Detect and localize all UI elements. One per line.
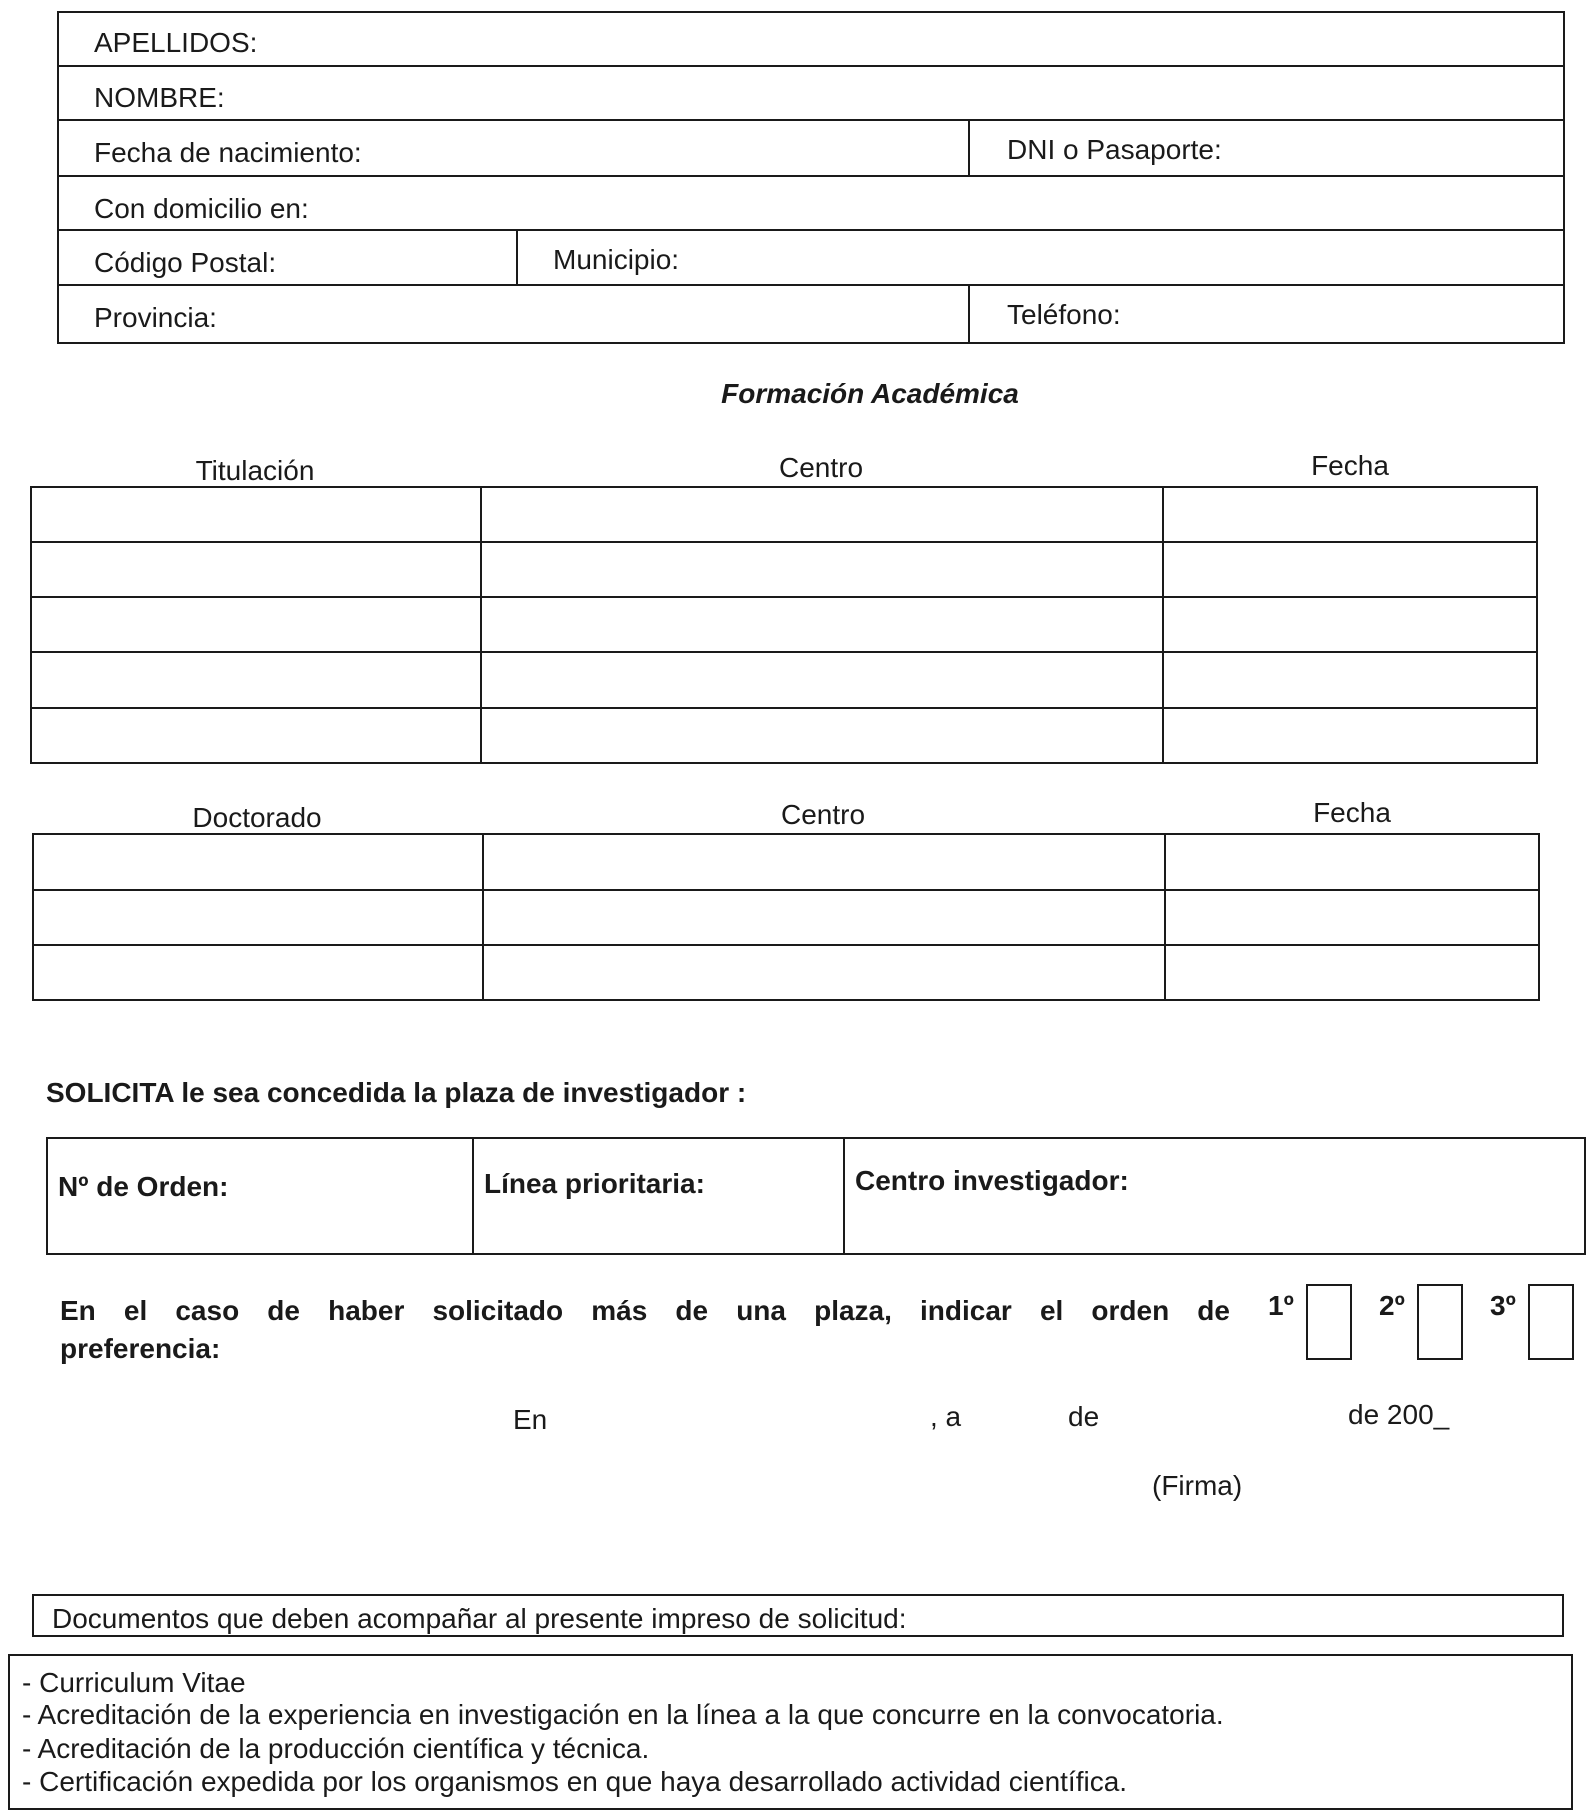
codigo-postal-field[interactable]: Código Postal: [94, 247, 277, 278]
row-divider [57, 175, 1565, 177]
table-row-divider [32, 944, 1540, 946]
table-row-divider [30, 707, 1538, 709]
documentos-title: Documentos que deben acompañar al presente impreso de solicitud: [52, 1603, 907, 1634]
telefono-field[interactable]: Teléfono: [1007, 299, 1121, 330]
col-divider [968, 284, 970, 344]
orden-field[interactable]: Nº de Orden: [58, 1171, 229, 1202]
domicilio-field[interactable]: Con domicilio en: [94, 193, 309, 224]
apellidos-field[interactable]: APELLIDOS: [94, 27, 258, 58]
row-divider [57, 229, 1565, 231]
preference-3-checkbox[interactable] [1528, 1284, 1574, 1360]
formacion-title: Formación Académica [721, 378, 1019, 409]
doctorado-centro-header: Centro [780, 799, 866, 830]
solicita-box [46, 1137, 1586, 1255]
table-col-divider [480, 486, 482, 764]
table-row-divider [30, 541, 1538, 543]
centro-investigador-field[interactable]: Centro investigador: [855, 1165, 1129, 1196]
fecha-de-label: de [1068, 1401, 1100, 1432]
nombre-field[interactable]: NOMBRE: [94, 82, 225, 113]
centro-header: Centro [778, 452, 864, 483]
linea-prioritaria-field[interactable]: Línea prioritaria: [484, 1168, 705, 1199]
doctorado-header: Doctorado [192, 802, 322, 833]
preference-2-label: 2º [1379, 1290, 1405, 1321]
table-row-divider [30, 596, 1538, 598]
firma-label: (Firma) [1152, 1470, 1243, 1501]
table-row-divider [32, 889, 1540, 891]
fecha-nacimiento-field[interactable]: Fecha de nacimiento: [94, 137, 362, 168]
table-col-divider [1162, 486, 1164, 764]
titulacion-table [30, 486, 1538, 764]
preferencia-text-line1: En el caso de haber solicitado más de una plaza, indicar el orden de [60, 1295, 1230, 1326]
documento-item: - Certificación expedida por los organismos en que haya desarrollado actividad científica. [22, 1766, 1128, 1797]
dni-field[interactable]: DNI o Pasaporte: [1007, 134, 1222, 165]
table-row-divider [30, 651, 1538, 653]
fecha-anio-label: de 200_ [1348, 1399, 1450, 1430]
row-divider [57, 65, 1565, 67]
preferencia-text-line2: preferencia: [60, 1333, 221, 1364]
col-divider [968, 119, 970, 175]
provincia-field[interactable]: Provincia: [94, 302, 217, 333]
documento-item: - Acreditación de la experiencia en investigación en la línea a la que concurre en la convocatoria. [22, 1699, 1224, 1730]
fecha-header: Fecha [1311, 450, 1389, 481]
solicita-col-divider [843, 1137, 845, 1255]
municipio-field[interactable]: Municipio: [553, 244, 680, 275]
table-col-divider [1164, 833, 1166, 1001]
table-col-divider [482, 833, 484, 1001]
col-divider [516, 229, 518, 284]
titulacion-header: Titulación [195, 455, 315, 486]
preference-1-checkbox[interactable] [1306, 1284, 1352, 1360]
lugar-en-label: En [513, 1404, 548, 1435]
doctorado-table [32, 833, 1540, 1001]
preference-3-label: 3º [1490, 1290, 1516, 1321]
doctorado-fecha-header: Fecha [1313, 797, 1391, 828]
preference-1-label: 1º [1268, 1290, 1294, 1321]
documento-item: - Acreditación de la producción científica y técnica. [22, 1733, 650, 1764]
row-divider [57, 284, 1565, 286]
solicita-col-divider [472, 1137, 474, 1255]
preference-2-checkbox[interactable] [1417, 1284, 1463, 1360]
fecha-a-label: , a [930, 1401, 962, 1432]
personal-data-box [57, 11, 1565, 344]
solicita-text: SOLICITA le sea concedida la plaza de investigador : [46, 1077, 747, 1108]
row-divider [57, 119, 1565, 121]
documento-item: - Curriculum Vitae [22, 1667, 246, 1698]
